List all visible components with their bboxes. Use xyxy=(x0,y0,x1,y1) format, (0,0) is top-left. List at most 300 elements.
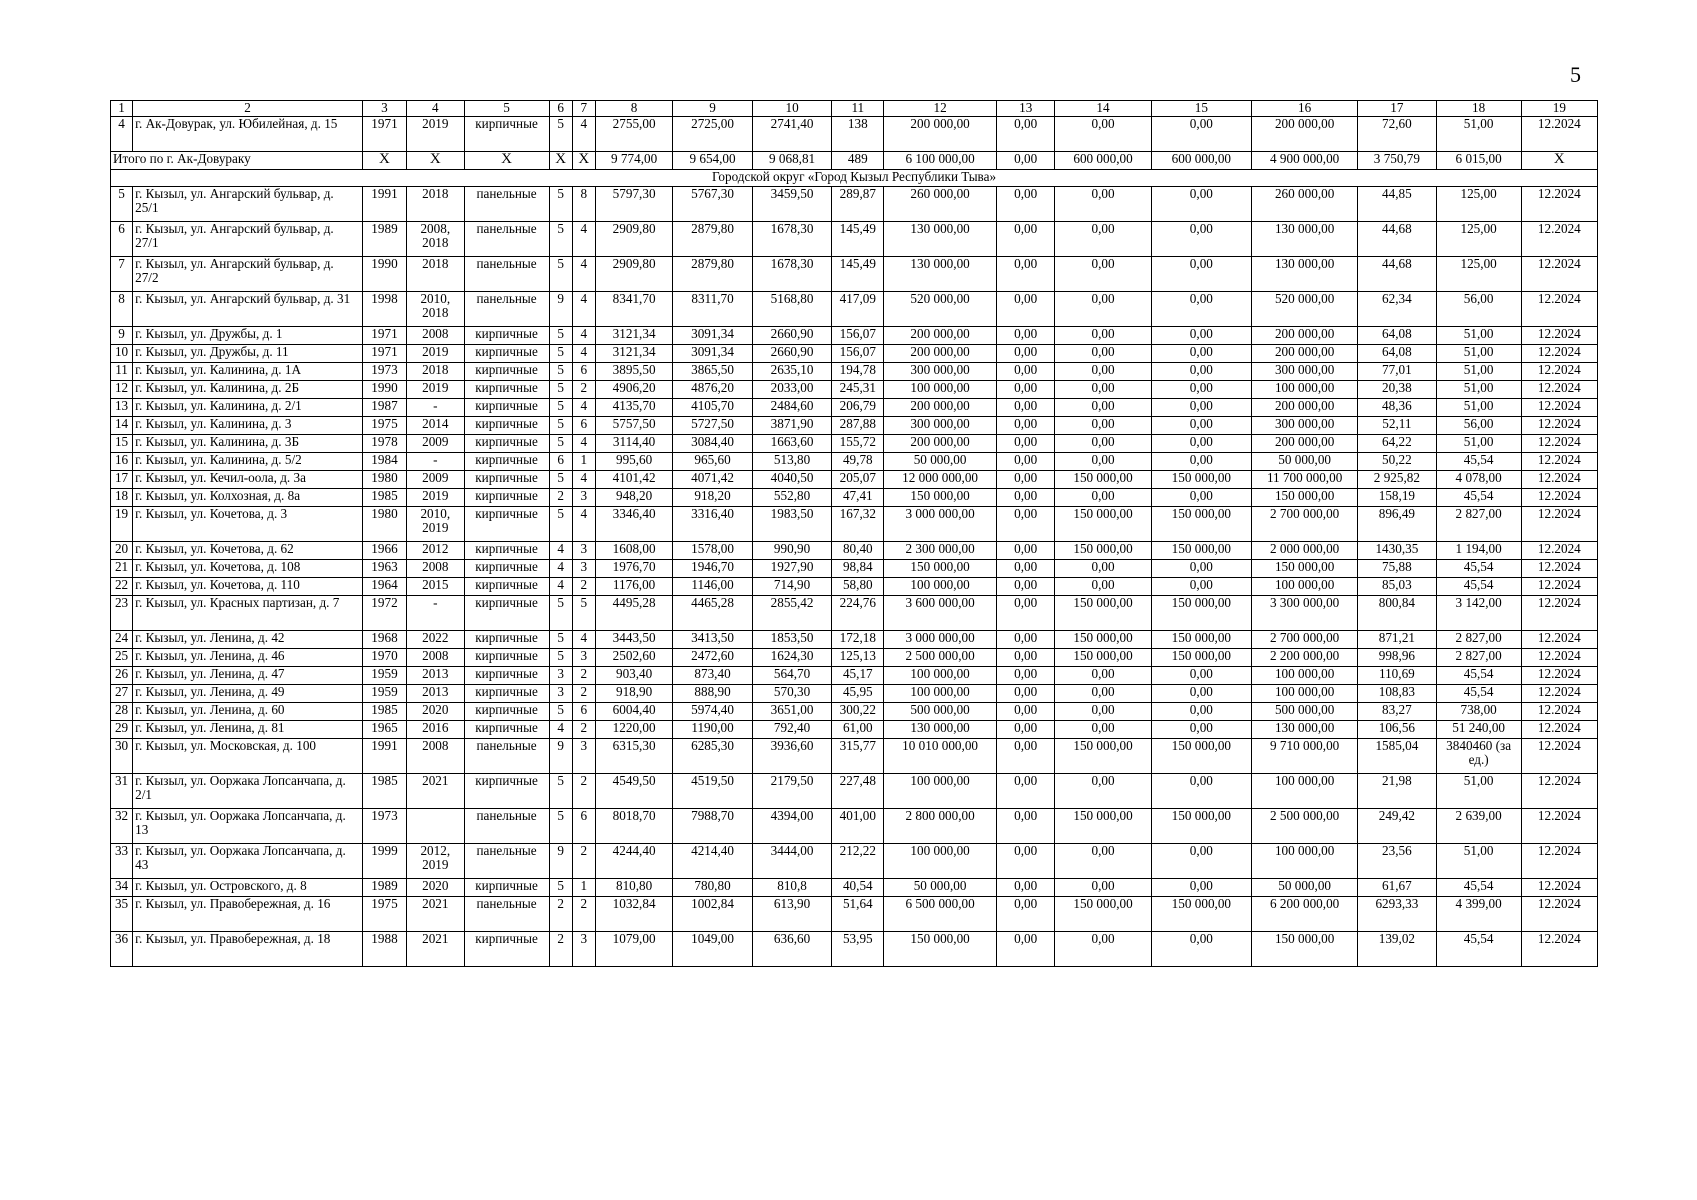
column-number-3: 3 xyxy=(362,101,406,117)
value-cell: 0,00 xyxy=(1151,578,1252,596)
value-cell: 871,21 xyxy=(1358,631,1436,649)
value-cell: 0,00 xyxy=(996,507,1055,542)
table-body xyxy=(111,101,1598,967)
value-cell: 2635,10 xyxy=(752,363,832,381)
value-cell: кирпичные xyxy=(464,399,549,417)
value-cell: 0,00 xyxy=(996,292,1055,327)
row-number-cell: 34 xyxy=(111,879,133,897)
column-number-2: 2 xyxy=(133,101,363,117)
value-cell: 0,00 xyxy=(1151,879,1252,897)
value-cell: 5727,50 xyxy=(673,417,753,435)
value-cell: 2 827,00 xyxy=(1436,649,1521,667)
value-cell: 6004,40 xyxy=(595,703,672,721)
address-cell: г. Кызыл, ул. Правобережная, д. 16 xyxy=(133,897,363,932)
value-cell: 4 xyxy=(572,327,595,345)
value-cell: 100 000,00 xyxy=(1252,774,1358,809)
value-cell: 48,36 xyxy=(1358,399,1436,417)
address-cell: г. Кызыл, ул. Ленина, д. 81 xyxy=(133,721,363,739)
value-cell: 2008 xyxy=(407,649,464,667)
value-cell: 1999 xyxy=(362,844,406,879)
value-cell: 2179,50 xyxy=(752,774,832,809)
total-value-cell: 9 774,00 xyxy=(595,152,672,170)
table-row xyxy=(111,489,1598,507)
value-cell: 49,78 xyxy=(832,453,884,471)
value-cell: 2 200 000,00 xyxy=(1252,649,1358,667)
value-cell: - xyxy=(407,399,464,417)
value-cell: 1964 xyxy=(362,578,406,596)
address-cell: г. Кызыл, ул. Кочетова, д. 108 xyxy=(133,560,363,578)
value-cell: 50 000,00 xyxy=(1252,879,1358,897)
value-cell: 0,00 xyxy=(1055,345,1151,363)
value-cell: кирпичные xyxy=(464,453,549,471)
value-cell: 2020 xyxy=(407,879,464,897)
value-cell: 20,38 xyxy=(1358,381,1436,399)
value-cell: 2008 xyxy=(407,327,464,345)
value-cell: 2021 xyxy=(407,774,464,809)
total-row xyxy=(111,152,1598,170)
value-cell: 12.2024 xyxy=(1521,685,1597,703)
value-cell: 12.2024 xyxy=(1521,435,1597,453)
value-cell: 2020 xyxy=(407,703,464,721)
value-cell: 0,00 xyxy=(1151,257,1252,292)
value-cell: 1585,04 xyxy=(1358,739,1436,774)
row-number-cell: 10 xyxy=(111,345,133,363)
value-cell: 0,00 xyxy=(1151,417,1252,435)
value-cell: 2 xyxy=(572,578,595,596)
column-number-11: 11 xyxy=(832,101,884,117)
address-cell: г. Кызыл, ул. Калинина, д. 2Б xyxy=(133,381,363,399)
value-cell: 12.2024 xyxy=(1521,809,1597,844)
value-cell: кирпичные xyxy=(464,327,549,345)
value-cell: 800,84 xyxy=(1358,596,1436,631)
table-row xyxy=(111,703,1598,721)
value-cell: 125,00 xyxy=(1436,222,1521,257)
table-row xyxy=(111,578,1598,596)
value-cell: 2021 xyxy=(407,897,464,932)
value-cell: 12.2024 xyxy=(1521,596,1597,631)
value-cell: 1983,50 xyxy=(752,507,832,542)
value-cell: кирпичные xyxy=(464,703,549,721)
value-cell: 714,90 xyxy=(752,578,832,596)
table-row xyxy=(111,685,1598,703)
value-cell: 2009 xyxy=(407,471,464,489)
value-cell: 520 000,00 xyxy=(884,292,997,327)
value-cell: 2 700 000,00 xyxy=(1252,631,1358,649)
value-cell: 150 000,00 xyxy=(884,560,997,578)
address-cell: г. Кызыл, ул. Ленина, д. 47 xyxy=(133,667,363,685)
value-cell: 0,00 xyxy=(1151,844,1252,879)
value-cell: 4105,70 xyxy=(673,399,753,417)
row-number-cell: 31 xyxy=(111,774,133,809)
value-cell: 888,90 xyxy=(673,685,753,703)
value-cell: 53,95 xyxy=(832,932,884,967)
value-cell: 150 000,00 xyxy=(1151,507,1252,542)
value-cell: 200 000,00 xyxy=(1252,435,1358,453)
value-cell: 0,00 xyxy=(996,596,1055,631)
value-cell: 4 xyxy=(572,507,595,542)
value-cell: 12.2024 xyxy=(1521,257,1597,292)
address-cell: г. Кызыл, ул. Ангарский бульвар, д. 27/1 xyxy=(133,222,363,257)
value-cell: 9 xyxy=(549,292,572,327)
value-cell: 77,01 xyxy=(1358,363,1436,381)
value-cell: 2484,60 xyxy=(752,399,832,417)
value-cell: 2 000 000,00 xyxy=(1252,542,1358,560)
value-cell: 125,13 xyxy=(832,649,884,667)
row-number-cell: 33 xyxy=(111,844,133,879)
value-cell: 125,00 xyxy=(1436,187,1521,222)
value-cell: 100 000,00 xyxy=(1252,381,1358,399)
value-cell: 72,60 xyxy=(1358,117,1436,152)
value-cell: 167,32 xyxy=(832,507,884,542)
value-cell: 0,00 xyxy=(1055,685,1151,703)
value-cell: 315,77 xyxy=(832,739,884,774)
value-cell: 6 xyxy=(572,363,595,381)
value-cell: 2021 xyxy=(407,932,464,967)
value-cell: 0,00 xyxy=(1055,417,1151,435)
value-cell: 12.2024 xyxy=(1521,453,1597,471)
value-cell: 0,00 xyxy=(1055,703,1151,721)
value-cell: кирпичные xyxy=(464,507,549,542)
value-cell: 810,80 xyxy=(595,879,672,897)
value-cell: 12.2024 xyxy=(1521,507,1597,542)
value-cell: 138 xyxy=(832,117,884,152)
table-row xyxy=(111,507,1598,542)
value-cell: 62,34 xyxy=(1358,292,1436,327)
value-cell: 2033,00 xyxy=(752,381,832,399)
value-cell: 0,00 xyxy=(1151,703,1252,721)
table-row xyxy=(111,363,1598,381)
value-cell: 0,00 xyxy=(1151,774,1252,809)
value-cell: 5 xyxy=(549,399,572,417)
value-cell: 1973 xyxy=(362,809,406,844)
row-number-cell: 19 xyxy=(111,507,133,542)
value-cell: 12.2024 xyxy=(1521,345,1597,363)
value-cell: 150 000,00 xyxy=(1055,739,1151,774)
value-cell: 12.2024 xyxy=(1521,932,1597,967)
table-row xyxy=(111,721,1598,739)
row-number-cell: 5 xyxy=(111,187,133,222)
value-cell: 1971 xyxy=(362,117,406,152)
column-number-15: 15 xyxy=(1151,101,1252,117)
column-number-9: 9 xyxy=(673,101,753,117)
value-cell: 2008 xyxy=(407,560,464,578)
value-cell: 3 142,00 xyxy=(1436,596,1521,631)
value-cell: 2 xyxy=(572,381,595,399)
table-row xyxy=(111,292,1598,327)
value-cell: 0,00 xyxy=(996,222,1055,257)
value-cell: 200 000,00 xyxy=(884,327,997,345)
value-cell: 2855,42 xyxy=(752,596,832,631)
table-row xyxy=(111,774,1598,809)
row-number-cell: 6 xyxy=(111,222,133,257)
value-cell: кирпичные xyxy=(464,596,549,631)
value-cell: 873,40 xyxy=(673,667,753,685)
total-value-cell: 600 000,00 xyxy=(1151,152,1252,170)
value-cell: 2018 xyxy=(407,187,464,222)
value-cell: 158,19 xyxy=(1358,489,1436,507)
value-cell: 5 xyxy=(549,345,572,363)
value-cell: 8 xyxy=(572,187,595,222)
value-cell: 4214,40 xyxy=(673,844,753,879)
value-cell: 3 xyxy=(572,560,595,578)
value-cell: 150 000,00 xyxy=(1151,809,1252,844)
value-cell: 613,90 xyxy=(752,897,832,932)
value-cell: 1976,70 xyxy=(595,560,672,578)
value-cell: 5 xyxy=(549,327,572,345)
value-cell: 3871,90 xyxy=(752,417,832,435)
value-cell: 2013 xyxy=(407,685,464,703)
value-cell: 1989 xyxy=(362,222,406,257)
value-cell: 3 600 000,00 xyxy=(884,596,997,631)
value-cell: 300 000,00 xyxy=(1252,417,1358,435)
value-cell: 903,40 xyxy=(595,667,672,685)
value-cell: 80,40 xyxy=(832,542,884,560)
address-cell: г. Кызыл, ул. Калинина, д. 3Б xyxy=(133,435,363,453)
value-cell: кирпичные xyxy=(464,363,549,381)
value-cell: 3 xyxy=(549,667,572,685)
value-cell: 300 000,00 xyxy=(1252,363,1358,381)
value-cell: 3346,40 xyxy=(595,507,672,542)
value-cell: 2016 xyxy=(407,721,464,739)
value-cell: 51,00 xyxy=(1436,345,1521,363)
value-cell: 1663,60 xyxy=(752,435,832,453)
value-cell: 100 000,00 xyxy=(1252,844,1358,879)
value-cell: 5757,50 xyxy=(595,417,672,435)
value-cell: 12.2024 xyxy=(1521,578,1597,596)
value-cell: 5 xyxy=(549,471,572,489)
value-cell: 150 000,00 xyxy=(1151,897,1252,932)
value-cell: 2015 xyxy=(407,578,464,596)
value-cell: 0,00 xyxy=(996,187,1055,222)
column-number-19: 19 xyxy=(1521,101,1597,117)
address-cell: г. Ак-Довурак, ул. Юбилейная, д. 15 xyxy=(133,117,363,152)
value-cell: 194,78 xyxy=(832,363,884,381)
value-cell: 0,00 xyxy=(996,381,1055,399)
value-cell: 45,54 xyxy=(1436,560,1521,578)
value-cell: 1987 xyxy=(362,399,406,417)
value-cell: 12.2024 xyxy=(1521,897,1597,932)
value-cell: 0,00 xyxy=(1151,381,1252,399)
value-cell: 2 500 000,00 xyxy=(884,649,997,667)
value-cell: 0,00 xyxy=(996,879,1055,897)
value-cell: 1998 xyxy=(362,292,406,327)
value-cell: 5 xyxy=(549,117,572,152)
value-cell: 200 000,00 xyxy=(1252,399,1358,417)
value-cell: 0,00 xyxy=(996,453,1055,471)
value-cell: 1049,00 xyxy=(673,932,753,967)
value-cell: 3091,34 xyxy=(673,327,753,345)
value-cell: 3 xyxy=(549,685,572,703)
value-cell: кирпичные xyxy=(464,542,549,560)
column-number-row xyxy=(111,101,1598,117)
address-cell: г. Кызыл, ул. Правобережная, д. 18 xyxy=(133,932,363,967)
value-cell: 0,00 xyxy=(996,932,1055,967)
value-cell: 260 000,00 xyxy=(1252,187,1358,222)
value-cell: 500 000,00 xyxy=(884,703,997,721)
address-cell: г. Кызыл, ул. Ооржака Лопсанчапа, д. 2/1 xyxy=(133,774,363,809)
value-cell: 130 000,00 xyxy=(884,257,997,292)
value-cell: панельные xyxy=(464,257,549,292)
value-cell: 2 xyxy=(572,774,595,809)
table-row xyxy=(111,399,1598,417)
value-cell: 45,54 xyxy=(1436,932,1521,967)
value-cell: 100 000,00 xyxy=(884,667,997,685)
value-cell: панельные xyxy=(464,844,549,879)
value-cell: кирпичные xyxy=(464,649,549,667)
value-cell: кирпичные xyxy=(464,932,549,967)
value-cell: 12.2024 xyxy=(1521,399,1597,417)
value-cell: 1990 xyxy=(362,381,406,399)
value-cell: 12.2024 xyxy=(1521,649,1597,667)
value-cell: 2 639,00 xyxy=(1436,809,1521,844)
value-cell: 0,00 xyxy=(1151,721,1252,739)
section-row xyxy=(111,170,1598,187)
value-cell: 3 xyxy=(572,932,595,967)
value-cell: 0,00 xyxy=(1055,187,1151,222)
column-number-16: 16 xyxy=(1252,101,1358,117)
value-cell: 1971 xyxy=(362,345,406,363)
value-cell: панельные xyxy=(464,897,549,932)
value-cell: 150 000,00 xyxy=(1151,649,1252,667)
value-cell: 1959 xyxy=(362,685,406,703)
address-cell: г. Кызыл, ул. Ленина, д. 49 xyxy=(133,685,363,703)
value-cell: 150 000,00 xyxy=(1151,631,1252,649)
value-cell: 2 xyxy=(549,897,572,932)
value-cell: 5 xyxy=(549,703,572,721)
value-cell: 0,00 xyxy=(1055,435,1151,453)
value-cell: 4 xyxy=(549,578,572,596)
value-cell: 2660,90 xyxy=(752,327,832,345)
value-cell: 145,49 xyxy=(832,257,884,292)
value-cell: 0,00 xyxy=(996,739,1055,774)
table-row xyxy=(111,222,1598,257)
table-row xyxy=(111,844,1598,879)
value-cell: 108,83 xyxy=(1358,685,1436,703)
value-cell: 2725,00 xyxy=(673,117,753,152)
value-cell: 3 xyxy=(572,739,595,774)
value-cell: 1079,00 xyxy=(595,932,672,967)
value-cell: 150 000,00 xyxy=(1151,739,1252,774)
value-cell: 0,00 xyxy=(996,631,1055,649)
value-cell: 0,00 xyxy=(1055,453,1151,471)
value-cell: 2013 xyxy=(407,667,464,685)
row-number-cell: 11 xyxy=(111,363,133,381)
table-row xyxy=(111,932,1598,967)
row-number-cell: 12 xyxy=(111,381,133,399)
value-cell: 2 827,00 xyxy=(1436,507,1521,542)
value-cell: 0,00 xyxy=(996,489,1055,507)
value-cell: 4071,42 xyxy=(673,471,753,489)
value-cell: 995,60 xyxy=(595,453,672,471)
value-cell: 3316,40 xyxy=(673,507,753,542)
address-cell: г. Кызыл, ул. Кечил-оола, д. 3а xyxy=(133,471,363,489)
value-cell: 56,00 xyxy=(1436,417,1521,435)
value-cell: 100 000,00 xyxy=(884,774,997,809)
value-cell: 918,90 xyxy=(595,685,672,703)
value-cell: 2019 xyxy=(407,117,464,152)
value-cell: 130 000,00 xyxy=(1252,222,1358,257)
value-cell: 56,00 xyxy=(1436,292,1521,327)
value-cell: 401,00 xyxy=(832,809,884,844)
table-row xyxy=(111,345,1598,363)
value-cell: 0,00 xyxy=(1151,435,1252,453)
value-cell: 5 xyxy=(549,417,572,435)
value-cell: 8018,70 xyxy=(595,809,672,844)
table-row xyxy=(111,649,1598,667)
value-cell: 130 000,00 xyxy=(1252,257,1358,292)
value-cell: 3084,40 xyxy=(673,435,753,453)
value-cell: кирпичные xyxy=(464,560,549,578)
address-cell: г. Кызыл, ул. Ленина, д. 46 xyxy=(133,649,363,667)
value-cell: 6 xyxy=(572,809,595,844)
value-cell: 1946,70 xyxy=(673,560,753,578)
address-cell: г. Кызыл, ул. Ангарский бульвар, д. 25/1 xyxy=(133,187,363,222)
value-cell: 289,87 xyxy=(832,187,884,222)
value-cell: кирпичные xyxy=(464,774,549,809)
value-cell: 5 xyxy=(549,596,572,631)
value-cell: 1963 xyxy=(362,560,406,578)
value-cell: 3091,34 xyxy=(673,345,753,363)
row-number-cell: 15 xyxy=(111,435,133,453)
value-cell: 2660,90 xyxy=(752,345,832,363)
value-cell: 12.2024 xyxy=(1521,489,1597,507)
value-cell: 1985 xyxy=(362,774,406,809)
value-cell: 12.2024 xyxy=(1521,187,1597,222)
value-cell: 552,80 xyxy=(752,489,832,507)
value-cell: 1853,50 xyxy=(752,631,832,649)
value-cell: 200 000,00 xyxy=(1252,327,1358,345)
value-cell: 4394,00 xyxy=(752,809,832,844)
value-cell: 0,00 xyxy=(1151,327,1252,345)
total-value-cell: 3 750,79 xyxy=(1358,152,1436,170)
value-cell: 2009 xyxy=(407,435,464,453)
row-number-cell: 30 xyxy=(111,739,133,774)
row-number-cell: 36 xyxy=(111,932,133,967)
value-cell: 300 000,00 xyxy=(884,363,997,381)
row-number-cell: 28 xyxy=(111,703,133,721)
value-cell: 3 xyxy=(572,489,595,507)
value-cell: 110,69 xyxy=(1358,667,1436,685)
value-cell: 1146,00 xyxy=(673,578,753,596)
value-cell: 0,00 xyxy=(1151,489,1252,507)
value-cell: 3413,50 xyxy=(673,631,753,649)
value-cell: 224,76 xyxy=(832,596,884,631)
value-cell: 0,00 xyxy=(996,345,1055,363)
value-cell: 0,00 xyxy=(1151,187,1252,222)
value-cell: 738,00 xyxy=(1436,703,1521,721)
value-cell: 1985 xyxy=(362,489,406,507)
row-number-cell: 27 xyxy=(111,685,133,703)
address-cell: г. Кызыл, ул. Калинина, д. 3 xyxy=(133,417,363,435)
value-cell: 2019 xyxy=(407,489,464,507)
value-cell: 1980 xyxy=(362,507,406,542)
column-number-5: 5 xyxy=(464,101,549,117)
value-cell: 100 000,00 xyxy=(884,844,997,879)
value-cell: 12.2024 xyxy=(1521,739,1597,774)
address-cell: г. Кызыл, ул. Московская, д. 100 xyxy=(133,739,363,774)
value-cell: 11 700 000,00 xyxy=(1252,471,1358,489)
value-cell: 5 xyxy=(549,774,572,809)
value-cell: панельные xyxy=(464,292,549,327)
value-cell: 810,8 xyxy=(752,879,832,897)
value-cell: 4 078,00 xyxy=(1436,471,1521,489)
value-cell: 12.2024 xyxy=(1521,117,1597,152)
row-number-cell: 7 xyxy=(111,257,133,292)
value-cell: 1988 xyxy=(362,932,406,967)
value-cell: 12.2024 xyxy=(1521,222,1597,257)
value-cell: 130 000,00 xyxy=(1252,721,1358,739)
value-cell: 150 000,00 xyxy=(884,932,997,967)
